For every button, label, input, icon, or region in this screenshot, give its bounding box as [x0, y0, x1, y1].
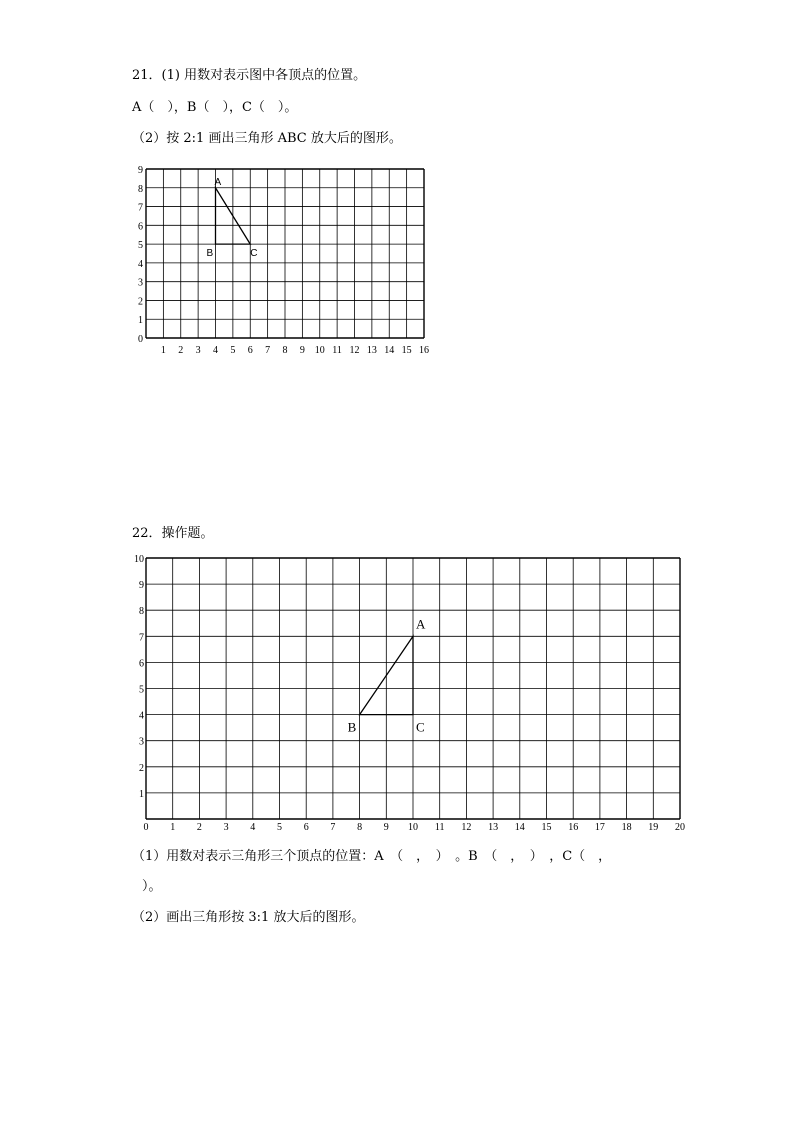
- x-tick-label: 16: [419, 345, 429, 356]
- x-tick-label: 16: [568, 822, 579, 833]
- vertex-label-b: B: [206, 248, 214, 260]
- x-tick-label: 6: [303, 822, 309, 833]
- y-tick-label: 10: [134, 554, 144, 565]
- x-tick-label: 13: [488, 822, 499, 833]
- x-tick-label: 11: [434, 822, 445, 833]
- x-tick-label: 2: [178, 345, 184, 356]
- vertex-label-a: A: [214, 176, 222, 188]
- q22-part1: （1）用数对表示三角形三个顶点的位置：A （ ， ） 。B （ ， ） ，C（ ，: [132, 849, 612, 864]
- x-tick-label: 5: [277, 822, 282, 833]
- x-tick-label: 9: [383, 822, 389, 833]
- x-tick-label: 1: [170, 822, 176, 833]
- x-tick-label: 11: [332, 345, 342, 356]
- x-tick-label: 1: [160, 345, 166, 356]
- x-tick-label: 4: [250, 822, 256, 833]
- x-tick-label: 8: [357, 822, 363, 833]
- y-tick-label: 5: [139, 684, 144, 696]
- x-tick-label: 12: [349, 345, 360, 356]
- vertex-label-a: A: [416, 616, 426, 632]
- x-tick-label: 15: [401, 345, 412, 356]
- x-tick-label: 7: [330, 822, 336, 833]
- q22-part2: （2）画出三角形按 3:1 放大后的图形。: [132, 910, 365, 925]
- y-tick-label: 8: [138, 183, 143, 195]
- vertex-label-c: C: [416, 719, 425, 735]
- x-tick-label: 8: [282, 345, 288, 356]
- y-tick-label: 7: [138, 202, 143, 214]
- y-tick-label: 1: [139, 788, 144, 800]
- q22-part1-cont: ）。: [142, 879, 162, 894]
- y-tick-label: 5: [138, 240, 143, 252]
- q21-answer-line: A（ ），B（ ），C（ ）。: [132, 100, 298, 115]
- x-tick-label: 9: [299, 345, 305, 356]
- x-tick-label: 19: [648, 822, 659, 833]
- x-tick-label: 14: [514, 822, 525, 833]
- y-tick-label: 7: [139, 632, 144, 644]
- y-tick-label: 9: [139, 580, 144, 592]
- y-tick-label: 4: [138, 258, 143, 270]
- x-tick-label: 10: [314, 345, 325, 356]
- x-tick-label: 3: [223, 822, 229, 833]
- x-tick-label: 5: [230, 345, 236, 356]
- x-tick-label: 13: [366, 345, 377, 356]
- y-tick-label: 6: [138, 221, 143, 233]
- q21-title: 21．(1) 用数对表示图中各顶点的位置。: [132, 68, 367, 83]
- x-tick-label: 6: [247, 345, 253, 356]
- x-tick-label: 2: [196, 822, 202, 833]
- x-tick-label: 4: [213, 345, 218, 356]
- y-tick-label: 8: [139, 606, 144, 618]
- x-tick-label: 7: [265, 345, 271, 356]
- x-tick-label: 0: [143, 822, 149, 833]
- y-tick-label: 3: [139, 736, 144, 748]
- x-tick-label: 14: [384, 345, 395, 356]
- y-tick-label: 2: [139, 762, 144, 774]
- q22-title: 22．操作题。: [132, 526, 214, 541]
- x-tick-label: 12: [461, 822, 472, 833]
- y-tick-label: 2: [138, 296, 143, 308]
- q21-part2: （2）按 2:1 画出三角形 ABC 放大后的图形。: [132, 131, 402, 146]
- x-tick-label: 10: [408, 822, 418, 833]
- x-tick-label: 17: [594, 822, 605, 833]
- y-tick-label: 1: [138, 315, 143, 327]
- y-tick-label: 4: [139, 710, 144, 722]
- x-tick-label: 15: [541, 822, 552, 833]
- y-tick-label: 9: [138, 165, 143, 176]
- y-tick-label: 6: [139, 658, 144, 670]
- x-tick-label: 20: [675, 822, 685, 833]
- x-tick-label: 3: [195, 345, 201, 356]
- vertex-label-c: C: [250, 248, 258, 260]
- y-tick-label: 3: [138, 277, 143, 289]
- vertex-label-b: B: [347, 719, 357, 735]
- x-tick-label: 18: [621, 822, 632, 833]
- y-tick-label: 0: [138, 334, 143, 345]
